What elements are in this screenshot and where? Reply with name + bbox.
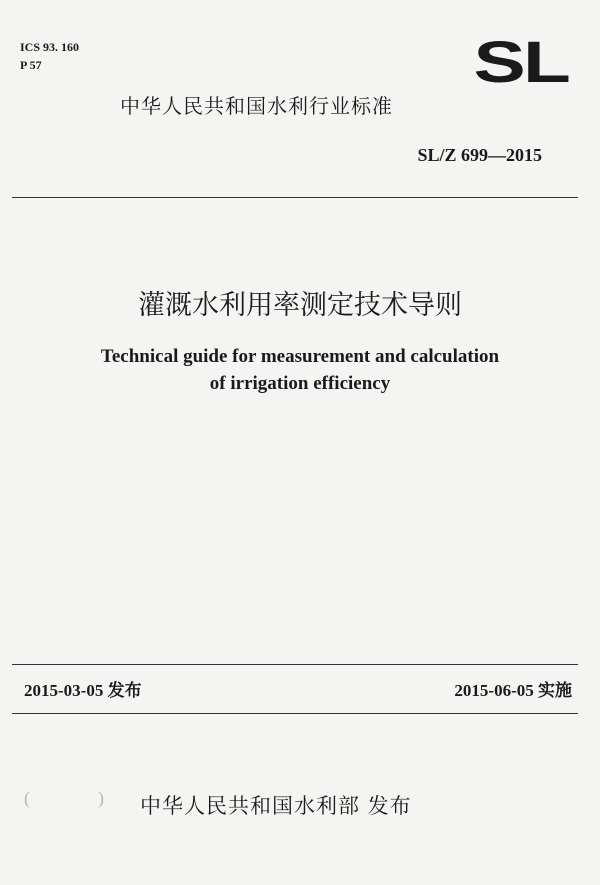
- top-divider: [12, 197, 578, 198]
- standard-logo: SL: [473, 30, 568, 95]
- standard-number: SL/Z 699—2015: [417, 145, 542, 165]
- issue-date: 2015-03-05 发布: [24, 681, 142, 700]
- title-english: [0, 343, 600, 397]
- dates-top-divider: [12, 664, 578, 665]
- faded-bracket-mark-left: (: [24, 788, 30, 808]
- category-code: P 57: [20, 58, 42, 72]
- title-chinese: 灌溉水利用率测定技术导则: [138, 290, 462, 321]
- industry-standard-heading: 中华人民共和国水利行业标准: [120, 94, 393, 118]
- dates-bottom-divider: [12, 713, 578, 714]
- ics-code: ICS 93. 160: [20, 40, 80, 54]
- publisher-line: 中华人民共和国水利部 发布: [140, 794, 412, 818]
- implementation-date: 2015-06-05 实施: [454, 681, 572, 700]
- title-english-line2: of irrigation efficiency: [209, 373, 391, 394]
- faded-bracket-mark-right: ): [98, 788, 104, 808]
- ics-classification: [20, 38, 79, 74]
- title-english-line1: Technical guide for measurement and calculation: [100, 346, 500, 367]
